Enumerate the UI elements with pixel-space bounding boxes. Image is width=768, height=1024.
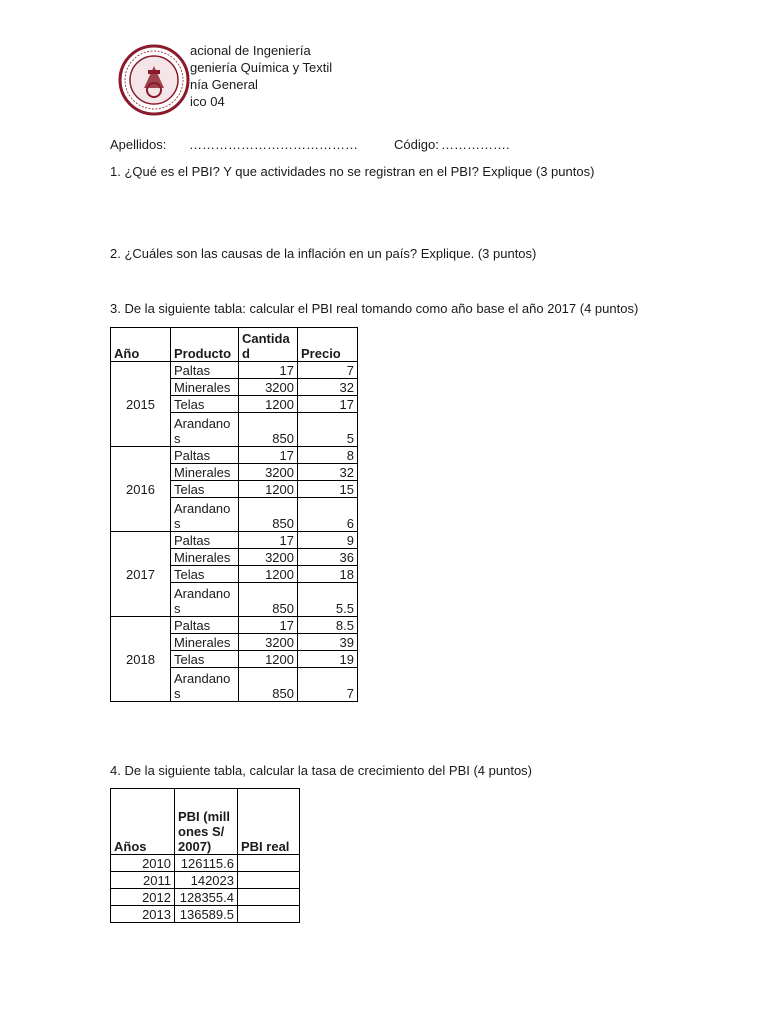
table-row (111, 362, 358, 379)
header-pbi-real: PBI real (238, 789, 300, 855)
product-cell: Telas (171, 566, 239, 583)
quantity-cell: 850 (239, 413, 298, 447)
pbi-cell: 126115.6 (175, 855, 238, 872)
codigo-field[interactable]: ……………. (441, 137, 510, 152)
quantity-cell: 17 (239, 617, 298, 634)
price-cell: 39 (298, 634, 358, 651)
product-cell: Arandanos (171, 413, 239, 447)
question-4: 4. De la siguiente tabla, calcular la tasa de crecimiento del PBI (4 puntos) (110, 763, 533, 778)
price-cell: 7 (298, 362, 358, 379)
product-cell: Arandanos (171, 498, 239, 532)
question-3: 3. De la siguiente tabla: calcular el PBI real tomando como año base el año 2017 (4 puntos) (110, 301, 639, 316)
apellidos-label: Apellidos: (110, 137, 167, 152)
year-cell: 2010 (111, 855, 175, 872)
header-line-2: geniería Química y Textil (190, 60, 333, 75)
product-cell: Telas (171, 481, 239, 498)
product-cell: Paltas (171, 447, 239, 464)
product-cell: Arandanos (171, 668, 239, 702)
year-cell: 2016 (111, 447, 171, 532)
table-row (111, 532, 358, 549)
pbi-real-cell[interactable] (238, 855, 300, 872)
question-1: 1. ¿Qué es el PBI? Y que actividades no se registran en el PBI? Explique (3 puntos) (110, 164, 595, 179)
product-cell: Minerales (171, 549, 239, 566)
table-row (111, 447, 358, 464)
quantity-cell: 1200 (239, 651, 298, 668)
pbi-real-cell[interactable] (238, 872, 300, 889)
price-cell: 18 (298, 566, 358, 583)
year-cell: 2018 (111, 617, 171, 702)
pbi-real-cell[interactable] (238, 889, 300, 906)
year-cell: 2013 (111, 906, 175, 923)
quantity-cell: 1200 (239, 396, 298, 413)
pbi-cell: 142023 (175, 872, 238, 889)
product-cell: Paltas (171, 532, 239, 549)
price-cell: 8.5 (298, 617, 358, 634)
pbi-cell: 136589.5 (175, 906, 238, 923)
price-cell: 8 (298, 447, 358, 464)
header-price: Precio (298, 328, 358, 362)
product-cell: Paltas (171, 617, 239, 634)
product-cell: Arandanos (171, 583, 239, 617)
product-cell: Paltas (171, 362, 239, 379)
product-cell: Minerales (171, 464, 239, 481)
year-cell: 2017 (111, 532, 171, 617)
price-cell: 36 (298, 549, 358, 566)
table-row (111, 872, 300, 889)
header-line-1: acional de Ingeniería (190, 43, 311, 58)
header-pbi: PBI (millones S/ 2007) (175, 789, 238, 855)
production-table (110, 327, 358, 702)
price-cell: 7 (298, 668, 358, 702)
price-cell: 32 (298, 464, 358, 481)
header-quantity: Cantidad (239, 328, 298, 362)
price-cell: 5 (298, 413, 358, 447)
quantity-cell: 3200 (239, 379, 298, 396)
price-cell: 9 (298, 532, 358, 549)
table-row (111, 855, 300, 872)
price-cell: 6 (298, 498, 358, 532)
price-cell: 5.5 (298, 583, 358, 617)
product-cell: Minerales (171, 379, 239, 396)
price-cell: 15 (298, 481, 358, 498)
year-cell: 2011 (111, 872, 175, 889)
header-line-3: nía General (190, 77, 258, 92)
quantity-cell: 850 (239, 583, 298, 617)
table-row (111, 906, 300, 923)
header-years: Años (111, 789, 175, 855)
codigo-label: Código: (394, 137, 439, 152)
quantity-cell: 3200 (239, 634, 298, 651)
table-row (111, 889, 300, 906)
header-line-4: ico 04 (190, 94, 225, 109)
pbi-real-cell[interactable] (238, 906, 300, 923)
question-2: 2. ¿Cuáles son las causas de la inflación en un país? Explique. (3 puntos) (110, 246, 537, 261)
quantity-cell: 1200 (239, 566, 298, 583)
product-cell: Telas (171, 396, 239, 413)
price-cell: 19 (298, 651, 358, 668)
header-year: Año (111, 328, 171, 362)
quantity-cell: 850 (239, 498, 298, 532)
pbi-cell: 128355.4 (175, 889, 238, 906)
price-cell: 17 (298, 396, 358, 413)
quantity-cell: 3200 (239, 464, 298, 481)
quantity-cell: 850 (239, 668, 298, 702)
product-cell: Telas (171, 651, 239, 668)
year-cell: 2015 (111, 362, 171, 447)
apellidos-field[interactable]: ………………………………… (189, 137, 358, 152)
quantity-cell: 17 (239, 447, 298, 464)
year-cell: 2012 (111, 889, 175, 906)
quantity-cell: 17 (239, 532, 298, 549)
header-product: Producto (171, 328, 239, 362)
price-cell: 32 (298, 379, 358, 396)
pbi-table (110, 788, 300, 923)
product-cell: Minerales (171, 634, 239, 651)
quantity-cell: 17 (239, 362, 298, 379)
table-row (111, 617, 358, 634)
university-seal-logo (118, 44, 190, 116)
quantity-cell: 3200 (239, 549, 298, 566)
quantity-cell: 1200 (239, 481, 298, 498)
